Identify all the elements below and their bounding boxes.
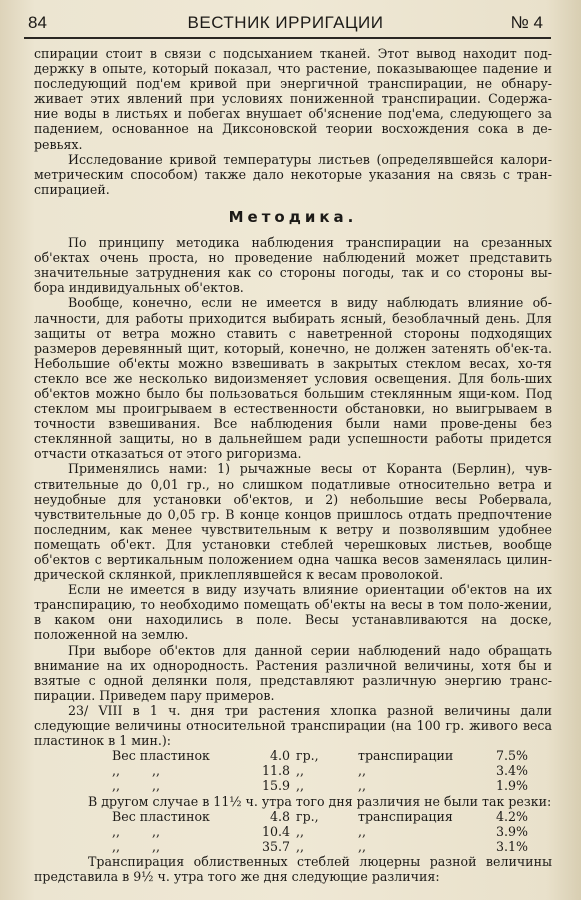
- transpiration-table-2: [34, 809, 552, 854]
- transpiration-label: ,,: [358, 778, 367, 794]
- table-row: [34, 748, 552, 763]
- section-heading: Методика.: [228, 207, 358, 226]
- transpiration-label: транспирация: [358, 808, 453, 824]
- row-label: ,, ,,: [112, 763, 161, 779]
- page-header: [28, 10, 543, 36]
- table-row: [34, 763, 552, 778]
- weight-value: 10.4: [261, 823, 290, 839]
- page-number: 84: [28, 13, 47, 32]
- paragraph: При выборе об'ектов для данной серии наблюдений надо обращать внимание на их однородность. Растения различной величины, хотя бы и взятые с одной делянки поля, представляют различную энергию транс-пирации. Приведем пару примеров.: [34, 642, 552, 703]
- transpiration-value: 7.5%: [496, 748, 528, 764]
- transpiration-label: ,,: [358, 763, 367, 779]
- paragraph: 23/ VIII в 1 ч. дня три растения хлопка разной величины дали следующие величины относительной транспирации (на 100 гр. живого веса пластинок в 1 мин.):: [34, 702, 552, 749]
- paragraph: Вообще, конечно, если не имеется в виду наблюдать влияние об-лачности, для работы приходится выбирать ясный, безоблачный день. Для защиты от ветра можно ставить с наветренной стороны подходящих размеров деревянный щит, который, конечно, не должен затенять об'ек-та. Небольшие об'екты можно взвешивать в закрытых стеклом весах, хо-тя стекло все же несколько видоизменяет условия освещения. Для боль-ших об'ектов можно было бы пользоваться большим стеклянным ящи-ком. Под стеклом мы проигрываем в естественности обстановки, но выигрываем в точности взвешивания. Все наблюдения были нами прове-дены без стеклянной защиты, но в дальнейшем ради успешности работы придется отчасти отказаться от этого ригоризма.: [34, 295, 552, 462]
- transpiration-label: транспирации: [358, 748, 454, 764]
- row-label: Вес пластинок: [112, 808, 210, 824]
- paragraph: спирации стоит в связи с подсыханием тканей. Этот вывод находит под-держку в опыте, который показал, что растение, показывающее падение и последующий под'ем кривой при энергичной транспирации, не обнару-живает этих явлений при условиях пониженной транспирации. Содержа-ние воды в листьях и побегах внушает об'яснение под'ема, следующего за падением, основанное на Диксоновской теории восхождения сока в де-ревьях.: [34, 46, 552, 152]
- row-label: ,, ,,: [112, 778, 161, 794]
- transpiration-label: ,,: [358, 823, 367, 839]
- paragraph: Применялись нами: 1) рычажные весы от Коранта (Берлин), чув-ствительные до 0,01 гр., но слишком податливые относительно ветра и неудобные для установки об'ектов, и 2) небольшие весы Робервала, чувствительные до 0,05 гр. В конце концов пришлось отдать предпочтение последним, как менее чувствительным к ветру и позволявшим удобнее помещать об'ект. Для установки стеблей черешковых листьев, вообще об'ектов с вертикальным положением одна чашка весов заменялась цилин-дрической склянкой, приклеплявшейся к весам проволокой.: [34, 461, 552, 583]
- weight-value: 15.9: [261, 778, 290, 794]
- weight-unit: ,,: [296, 763, 305, 779]
- transpiration-label: ,,: [358, 838, 367, 854]
- transpiration-value: 3.9%: [496, 823, 528, 839]
- article-body: [34, 46, 552, 884]
- transpiration-value: 3.4%: [496, 763, 528, 779]
- paragraph: Транспирация облиственных стеблей люцерны разной величины представила в 9½ ч. утра того же дня следующие различия:: [34, 853, 552, 884]
- weight-unit: ,,: [296, 778, 305, 794]
- weight-value: 11.8: [261, 763, 290, 779]
- table-row: [34, 839, 552, 854]
- weight-unit: ,,: [296, 838, 305, 854]
- paragraph: По принципу методика наблюдения транспирации на срезанных об'ектах очень проста, но проведение наблюдений может представить значительные затруднения как со стороны погоды, так и со стороны вы-бора индивидуальных об'ектов.: [34, 235, 552, 296]
- paragraph: Исследование кривой температуры листьев (определявшейся калори-метрическим способом) также дало некоторые указания на связь с тран-спирацией.: [34, 151, 552, 197]
- transpiration-value: 3.1%: [496, 838, 528, 854]
- transpiration-value: 1.9%: [496, 778, 528, 794]
- weight-unit: ,,: [296, 823, 305, 839]
- table-row: [34, 809, 552, 824]
- journal-title: ВЕСТНИК ИРРИГАЦИИ: [187, 13, 384, 32]
- transpiration-table-1: [34, 748, 552, 793]
- header-rule: [24, 37, 551, 39]
- table-row: [34, 824, 552, 839]
- paragraph: Если не имеется в виду изучать влияние ориентации об'ектов на их транспирацию, то необходимо помещать об'екты на весы в том поло-жении, в каком они находились в поле. Весы устанавливаются на доске, положенной на землю.: [34, 582, 552, 643]
- weight-value: 4.8: [269, 808, 290, 824]
- row-label: ,, ,,: [112, 838, 161, 854]
- weight-unit: гр.,: [296, 808, 319, 824]
- transpiration-value: 4.2%: [496, 808, 528, 824]
- table-row: [34, 778, 552, 793]
- row-label: Вес пластинок: [112, 748, 210, 764]
- weight-value: 35.7: [261, 838, 290, 854]
- paragraph: В другом случае в 11½ ч. утра того дня различия не были так резки:: [88, 793, 552, 809]
- row-label: ,, ,,: [112, 823, 161, 839]
- weight-unit: гр.,: [296, 748, 319, 764]
- issue-number: № 4: [510, 13, 543, 32]
- weight-value: 4.0: [269, 748, 290, 764]
